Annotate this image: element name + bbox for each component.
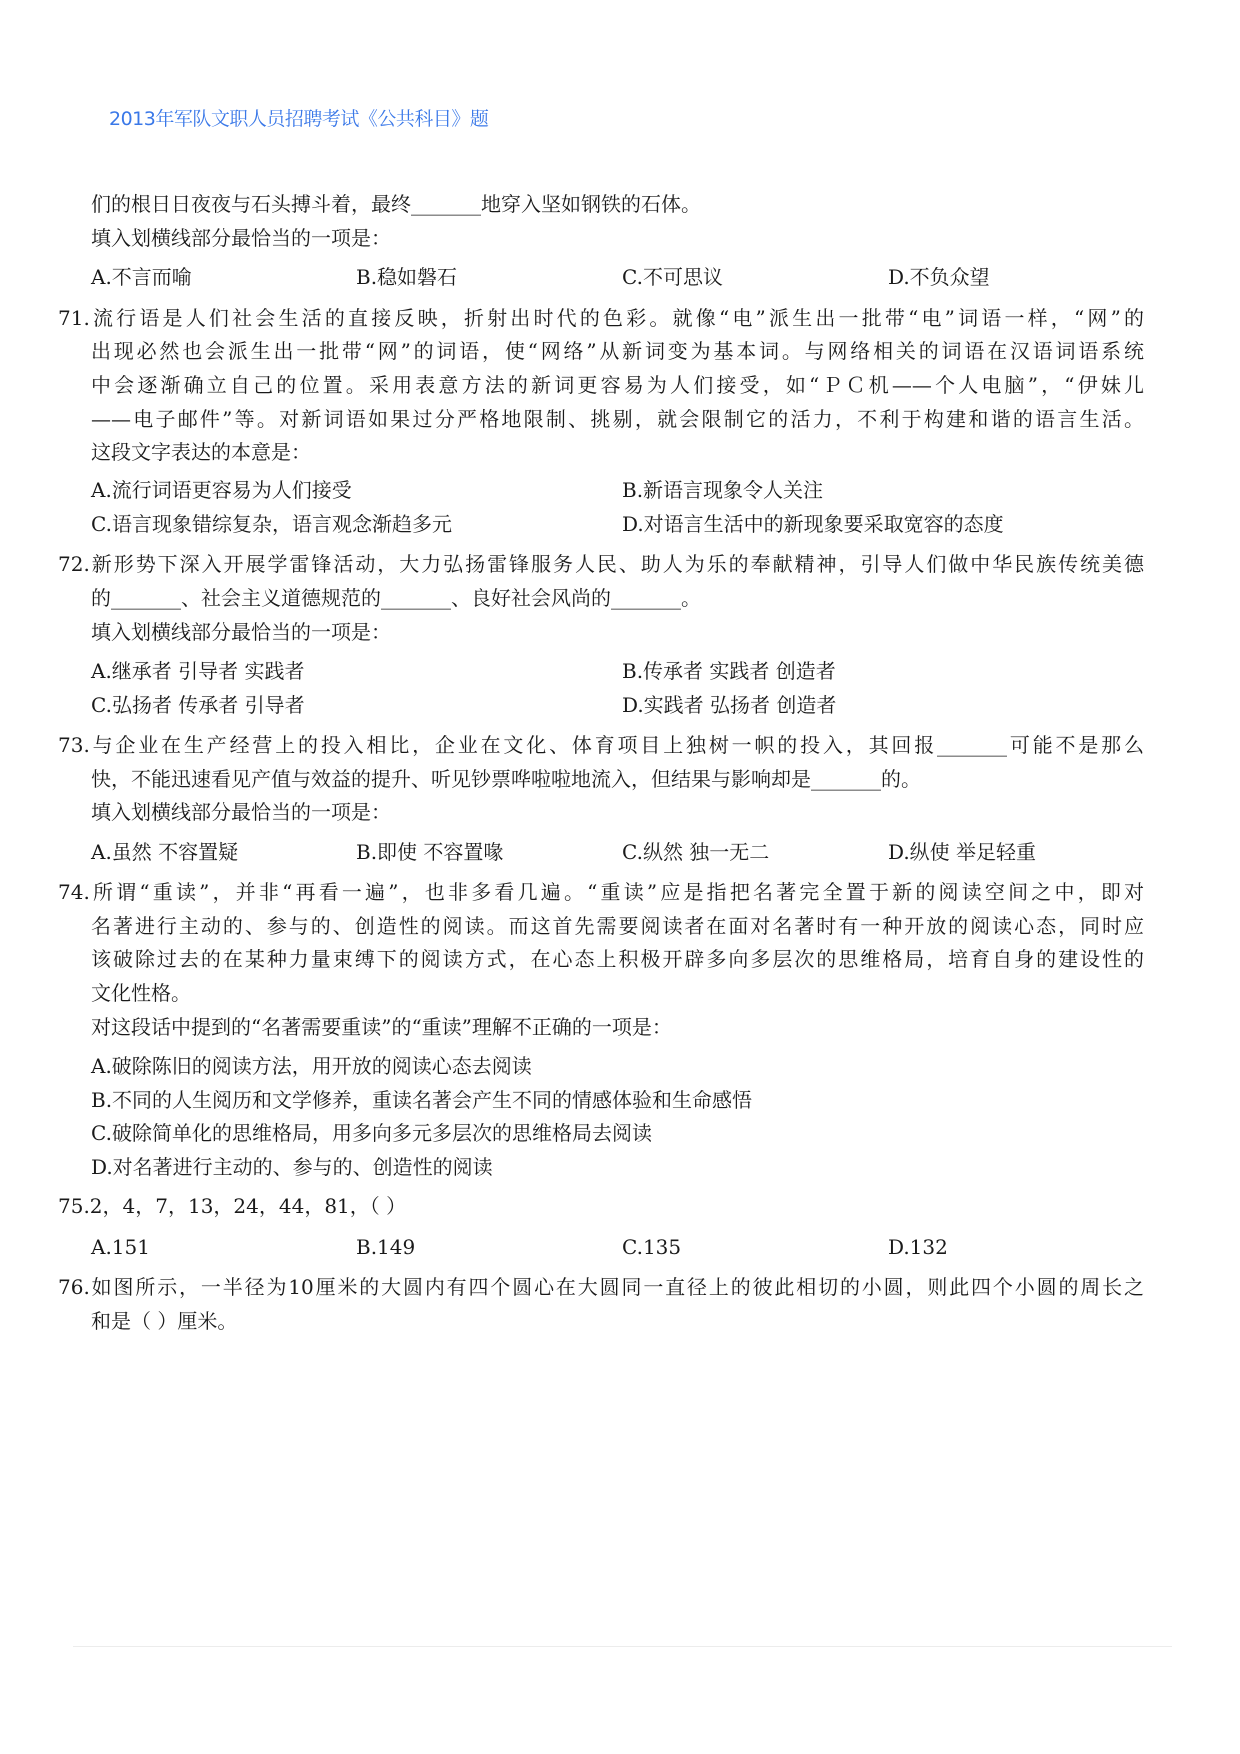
question-74-text: 该破除过去的在某种力量束缚下的阅读方式，在心态上积极开辟多向多层次的思维格局，培育自身的建设性的: [91, 947, 1144, 971]
option-c: C.135: [622, 1235, 682, 1259]
question-74-text: 74.所谓“重读”，并非“再看一遍”，也非多看几遍。“重读”应是指把名著完全置于新的阅读空间之中，即对: [58, 880, 1144, 904]
option-c: C.纵然 独一无二: [622, 840, 770, 864]
option-b: B.稳如磐石: [356, 265, 458, 289]
question-73-text: 快，不能迅速看见产值与效益的提升、听见钞票哗啦啦地流入，但结果与影响却是_______的。: [91, 767, 921, 791]
option-c: C.不可思议: [622, 265, 723, 289]
question-72-prompt: 填入划横线部分最恰当的一项是：: [91, 620, 391, 644]
option-b: B.149: [356, 1235, 416, 1259]
option-c: C.破除简单化的思维格局，用多向多元多层次的思维格局去阅读: [91, 1121, 652, 1145]
question-70-text: 们的根日日夜夜与石头搏斗着，最终_______地穿入坚如钢铁的石体。: [91, 192, 701, 216]
footer-divider: [73, 1646, 1172, 1647]
question-76-text: 76.如图所示，一半径为10厘米的大圆内有四个圆心在大圆同一直径上的彼此相切的小圆，则此四个小圆的周长之: [58, 1275, 1144, 1299]
option-b: B.即使 不容置喙: [356, 840, 504, 864]
option-b: B.传承者 实践者 创造者: [622, 659, 836, 683]
option-d: D.不负众望: [888, 265, 990, 289]
question-74-text: 名著进行主动的、参与的、创造性的阅读。而这首先需要阅读者在面对名著时有一种开放的阅读心态，同时应: [91, 914, 1144, 938]
option-a: A.151: [91, 1235, 150, 1259]
option-a: A.继承者 引导者 实践者: [91, 659, 305, 683]
question-75-text: 75.2，4，7，13，24，44，81，（ ）: [58, 1194, 407, 1218]
option-c: C.语言现象错综复杂，语言观念渐趋多元: [91, 512, 452, 536]
question-73-text: 73.与企业在生产经营上的投入相比，企业在文化、体育项目上独树一帜的投入，其回报_______可能不是那么: [58, 733, 1144, 757]
question-71-text: 出现必然也会派生出一批带“网”的词语，使“网络”从新词变为基本词。与网络相关的词语在汉语词语系统: [91, 339, 1144, 363]
option-d: D.实践者 弘扬者 创造者: [622, 693, 837, 717]
option-b: B.不同的人生阅历和文学修养，重读名著会产生不同的情感体验和生命感悟: [91, 1088, 753, 1112]
option-d: D.对名著进行主动的、参与的、创造性的阅读: [91, 1155, 493, 1179]
option-d: D.对语言生活中的新现象要采取宽容的态度: [622, 512, 1004, 536]
question-71-text: 71.流行语是人们社会生活的直接反映，折射出时代的色彩。就像“电”派生出一批带“电”词语一样，“网”的: [58, 306, 1144, 330]
option-d: D.纵使 举足轻重: [888, 840, 1037, 864]
question-72-text: 的_______、社会主义道德规范的_______、良好社会风尚的_______。: [91, 586, 701, 610]
option-a: A.流行词语更容易为人们接受: [91, 478, 352, 502]
question-71-prompt: 这段文字表达的本意是：: [91, 440, 311, 464]
question-72-text: 72.新形势下深入开展学雷锋活动，大力弘扬雷锋服务人民、助人为乐的奉献精神，引导人们做中华民族传统美德: [58, 552, 1144, 576]
question-76-text: 和是（ ）厘米。: [91, 1309, 238, 1333]
option-a: A.虽然 不容置疑: [91, 840, 239, 864]
question-74-text: 文化性格。: [91, 981, 191, 1005]
option-c: C.弘扬者 传承者 引导者: [91, 693, 305, 717]
question-71-text: 中会逐渐确立自己的位置。采用表意方法的新词更容易为人们接受，如“ＰＣ机——个人电脑”，“伊妹儿: [91, 373, 1144, 397]
option-a: A.破除陈旧的阅读方法，用开放的阅读心态去阅读: [91, 1054, 532, 1078]
option-b: B.新语言现象令人关注: [622, 478, 824, 502]
option-d: D.132: [888, 1235, 948, 1259]
document-header-title: 2013年军队文职人员招聘考试《公共科目》题: [109, 108, 489, 130]
question-70-prompt: 填入划横线部分最恰当的一项是：: [91, 226, 391, 250]
question-74-prompt: 对这段话中提到的“名著需要重读”的“重读”理解不正确的一项是：: [91, 1015, 672, 1039]
question-71-text: ——电子邮件”等。对新词语如果过分严格地限制、挑剔，就会限制它的活力，不利于构建和谐的语言生活。: [91, 407, 1144, 431]
question-73-prompt: 填入划横线部分最恰当的一项是：: [91, 800, 391, 824]
option-a: A.不言而喻: [91, 265, 192, 289]
